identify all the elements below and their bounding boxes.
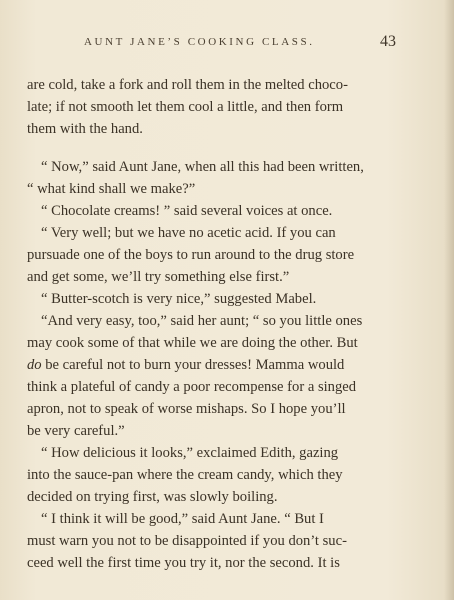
- text-line: “ Chocolate creams! ” said several voices at once.: [41, 203, 333, 219]
- text-line: them with the hand.: [27, 121, 143, 137]
- text-line: and get some, we’ll try something else first.”: [27, 269, 290, 285]
- text-line-rest: be careful not to burn your dresses! Mamma would: [45, 357, 345, 373]
- text-line: apron, not to speak of worse mishaps. So I hope you’ll: [27, 401, 346, 417]
- text-line: “And very easy, too,” said her aunt; “ so you little ones: [41, 313, 363, 329]
- text-line: may cook some of that while we are doing the other. But: [27, 335, 358, 351]
- text-line: “ Butter-scotch is very nice,” suggested Mabel.: [41, 291, 317, 307]
- text-line: “ Very well; but we have no acetic acid. If you can: [41, 225, 336, 241]
- text-line: “ I think it will be good,” said Aunt Jane. “ But I: [41, 511, 324, 527]
- text-line: be very careful.”: [27, 423, 125, 439]
- text-line: must warn you not to be disappointed if you don’t suc-: [27, 533, 347, 549]
- text-line: decided on trying first, was slowly boiling.: [27, 489, 278, 505]
- text-line: think a plateful of candy a poor recompense for a singed: [27, 379, 357, 395]
- text-line: pursuade one of the boys to run around to the drug store: [27, 247, 355, 263]
- text-line: “ Now,” said Aunt Jane, when all this had been written,: [41, 159, 364, 175]
- text-line: “ How delicious it looks,” exclaimed Edith, gazing: [41, 445, 339, 461]
- italic-word: do: [27, 357, 42, 373]
- running-header: AUNT JANE’S COOKING CLASS.: [84, 36, 315, 48]
- text-line-with-italic: [27, 357, 344, 374]
- text-line: late; if not smooth let them cool a little, and then form: [27, 99, 344, 115]
- text-line: into the sauce-pan where the cream candy, which they: [27, 467, 343, 483]
- page-gutter-shadow: [444, 0, 454, 600]
- text-line: ceed well the first time you try it, nor the second. It is: [27, 555, 340, 571]
- text-line: “ what kind shall we make?”: [27, 181, 196, 197]
- text-line: are cold, take a fork and roll them in the melted choco-: [27, 77, 348, 93]
- page-number: 43: [380, 33, 396, 50]
